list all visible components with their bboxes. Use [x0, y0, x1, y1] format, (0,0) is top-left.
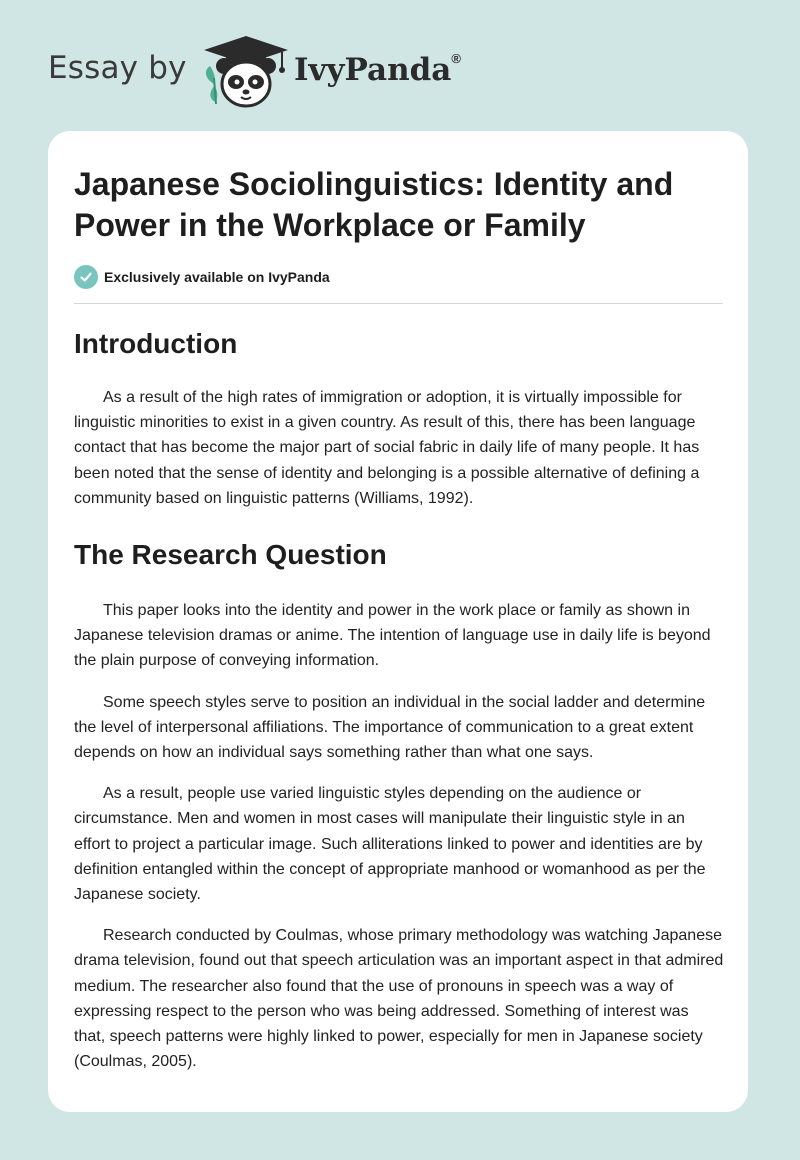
- section-heading-research-question: The Research Question: [74, 539, 387, 571]
- paragraph: As a result, people use varied linguistic styles depending on the audience or circumstance. Men and women in most cases will manipulate their linguistic style in an effort to project a particular image. Such alliterations linked to power and identities are by definition entangled within the concept of appropriate manhood or womanhood as per the Japanese society.: [74, 785, 706, 904]
- paragraph: Some speech styles serve to position an individual in the social ladder and determine the level of interpersonal affiliations. The importance of communication to a great extent depends on how an individual says something rather than what one says.: [74, 693, 706, 762]
- section-heading-introduction: Introduction: [74, 328, 238, 359]
- site-header: [0, 0, 800, 130]
- exclusive-badge-text: Exclusively available on IvyPanda: [104, 269, 330, 285]
- brand-text: IvyPanda: [294, 52, 452, 88]
- ivypanda-brand[interactable]: [294, 52, 461, 88]
- essay-body: [74, 317, 724, 1074]
- paragraph: This paper looks into the identity and power in the work place or family as shown in Japanese television dramas or anime. The intention of language use in daily life is beyond the plain purpose of conveying information.: [74, 602, 711, 670]
- paragraph: As a result of the high rates of immigration or adoption, it is virtually impossible for linguistic minorities to exist in a given country. As result of this, there has been language contact that has become the major part of social fabric in daily life of many people. It has been noted that the sense of identity and belonging is a possible alternative of defining a community based on linguistic patterns (Williams, 1992).: [74, 389, 700, 507]
- exclusive-badge: [74, 264, 330, 290]
- essay-title: Japanese Sociolinguistics: Identity and Power in the Workplace or Family: [74, 166, 674, 243]
- panda-graduate-logo-icon: [200, 34, 292, 110]
- paragraph: Research conducted by Coulmas, whose primary methodology was watching Japanese drama television, found out that speech articulation was an important aspect in that admired medium. The researcher also found that the use of pronouns in speech was a way of expressing respect to the person who was being addressed. Something of interest was that, speech patterns were highly linked to power, especially for men in Japanese society (Coulmas, 2005).: [74, 927, 724, 1071]
- essay-card: [48, 131, 748, 1112]
- registered-mark: ®: [451, 50, 461, 66]
- divider: [74, 303, 723, 304]
- check-circle-icon: [74, 265, 98, 289]
- essay-by-label: Essay by: [48, 50, 187, 86]
